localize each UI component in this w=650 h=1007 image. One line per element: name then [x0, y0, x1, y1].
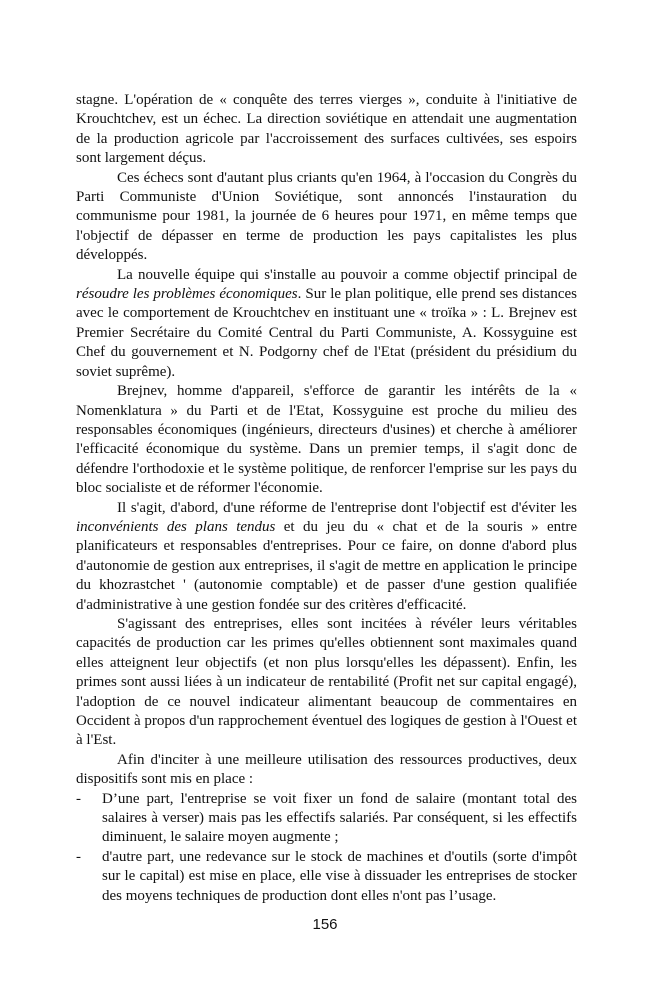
italic-text: résoudre les problèmes économiques	[76, 286, 298, 303]
paragraph	[76, 169, 577, 266]
paragraph	[76, 499, 577, 615]
text-run: S'agissant des entreprises, elles sont incitées à révéler leurs véritables capacités de production car les primes qu'elles obtiennent sont maximales quand elles atteignent leur objectifs (et non plus lorsqu'elles les dépassent). Enfin, les primes sont aussi liées à un indicateur de rentabilité (Profit net sur capital engagé), l'adoption de ce nouvel indicateur alimentant beaucoup de commentaires en Occident à propos d'un rapprochement éventuel des logiques de gestion à l'Ouest et à l'Est.	[76, 615, 577, 749]
bullet-dash: -	[76, 848, 81, 865]
text-run: Brejnev, homme d'appareil, s'efforce de garantir les intérêts de la « Nomenklatura » du Parti et de l'Etat, Kossyguine est proche du milieu des responsables économiques (ingénieurs, directeurs d'usines) et cherche à améliorer l'efficacité économique du système. Dans un premier temps, il s'agit donc de défendre l'orthodoxie et le système politique, de renforcer l'emprise sur les pays du bloc socialiste et de réformer l'économie.	[76, 383, 577, 497]
paragraph	[76, 615, 577, 751]
text-run: Il s'agit, d'abord, d'une réforme de l'entreprise dont l'objectif est d'éviter les	[117, 499, 577, 516]
text-run: Ces échecs sont d'autant plus criants qu'en 1964, à l'occasion du Congrès du Parti Communiste d'Union Soviétique, sont annoncés l'instauration du communisme pour 1981, la journée de 6 heures pour 1971, en même temps que l'objectif de dépasser en terme de production les pays capitalistes les plus développés.	[76, 169, 577, 264]
text-run: . Sur le plan politique, elle prend ses distances avec le comportement de Krouchtchev en instituant une « troïka » : L. Brejnev est Premier Secrétaire du Comité Central du Parti Communiste, A. Kossyguine est Chef du gouvernement et N. Podgorny chef de l'Etat (président du présidium du soviet suprême).	[76, 286, 577, 380]
text-run: La nouvelle équipe qui s'installe au pouvoir a comme objectif principal de	[117, 266, 577, 283]
list-item	[76, 790, 577, 848]
text-run: stagne. L'opération de « conquête des terres vierges », conduite à l'initiative de Krouchtchev, est un échec. La direction soviétique en attendait une augmentation de la production agricole par l'accroissement des surfaces cultivées, ses espoirs sont largement déçus.	[76, 92, 577, 167]
text-run: et du jeu du « chat et de la souris » entre planificateurs et responsables d'entreprises. Pour ce faire, on donne d'abord plus d'autonomie de gestion aux entreprises, il s'agit de mettre en application le principe du khozrastchet ' (autonomie comptable) et de passer d'une gestion qualifiée d'administrative à une gestion fondée sur des critères d'efficacité.	[76, 518, 577, 613]
list-item-text: d'autre part, une redevance sur le stock de machines et d'outils (sorte d'impôt sur le capital) est mise en place, elle vise à dissuader les entreprises de stocker des moyens techniques de production dont elles n'ont pas l’usage.	[102, 848, 577, 904]
list-item-text: D’une part, l'entreprise se voit fixer un fond de salaire (montant total des salaires à verser) mais pas les effectifs salariés. Par conséquent, si les effectifs diminuent, le salaire moyen augmente ;	[102, 790, 577, 846]
bullet-list	[76, 790, 577, 906]
page-body	[76, 91, 577, 906]
bullet-dash: -	[76, 790, 81, 807]
paragraph	[76, 266, 577, 382]
list-item	[76, 848, 577, 906]
page-number: 156	[312, 916, 338, 933]
paragraph	[76, 751, 577, 790]
paragraph	[76, 382, 577, 498]
paragraphs	[76, 91, 577, 790]
italic-text: inconvénients des plans tendus	[76, 518, 276, 535]
paragraph	[76, 91, 577, 169]
text-run: Afin d'inciter à une meilleure utilisation des ressources productives, deux dispositifs sont mis en place :	[76, 751, 577, 788]
